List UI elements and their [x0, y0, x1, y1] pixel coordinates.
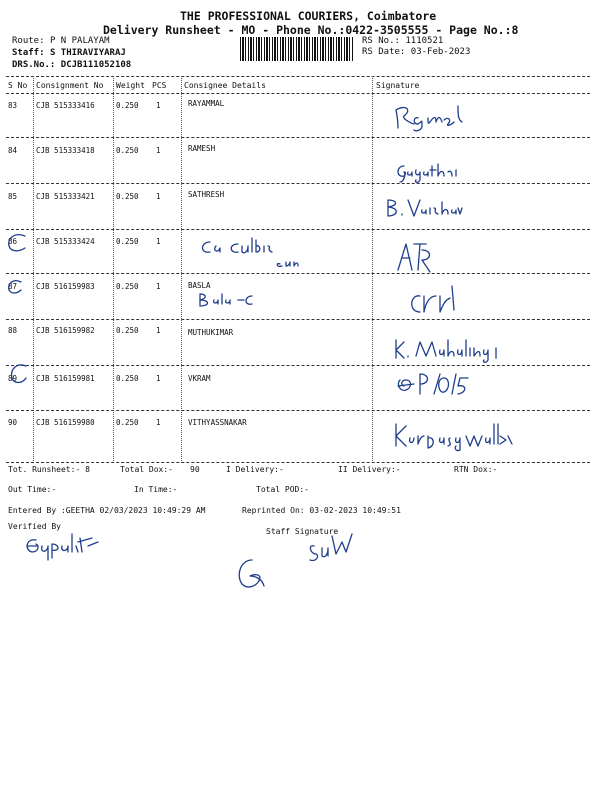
table-bottom-rule [6, 462, 590, 463]
signature-row-84 [394, 160, 464, 184]
table-header-rule [6, 93, 590, 94]
row-consignee: SATHRESH [188, 190, 225, 199]
row-sno: 87 [8, 282, 18, 291]
row-pcs: 1 [156, 282, 161, 291]
row-pcs: 1 [156, 418, 161, 427]
total-pod: Total POD:- [256, 485, 309, 494]
row-sno: 88 [8, 326, 18, 335]
staff-label: Staff: [12, 48, 45, 58]
total-dox-label: Total Dox:- [120, 465, 173, 474]
circle-mark-89 [8, 360, 32, 388]
drs-line [12, 60, 131, 70]
out-time: Out Time:- [8, 485, 57, 494]
signature-row-89 [394, 370, 470, 400]
signature-row-83 [392, 100, 472, 132]
row-consignee: RAMESH [188, 144, 216, 153]
row-consignee: VKRAM [188, 374, 211, 383]
row-consignment: CJB 516159980 [36, 418, 95, 427]
entered-by: Entered By :GEETHA 02/03/2023 10:49:29 AM [8, 506, 206, 515]
signature-row-86 [396, 240, 436, 274]
row-consignment: CJB 515333416 [36, 101, 95, 110]
i-delivery: I Delivery:- [226, 465, 284, 474]
row-weight: 0.250 [116, 326, 139, 335]
row-rule [6, 183, 590, 184]
tot-runsheet: Tot. Runsheet:- 8 [8, 465, 90, 474]
signature-row-87 [406, 282, 466, 318]
runsheet-subtitle: Delivery Runsheet - MO - Phone No.:0422-3505555 - Page No.:8 [103, 23, 519, 37]
rs-date-label: RS Date: [362, 47, 406, 57]
rs-date-value: 03-Feb-2023 [410, 47, 471, 57]
stray-g-mark [234, 556, 274, 592]
row-rule [6, 319, 590, 320]
row-weight: 0.250 [116, 146, 139, 155]
row-sno: 84 [8, 146, 18, 155]
reprinted-on: Reprinted On: 03-02-2023 10:49:51 [242, 506, 401, 515]
row-weight: 0.250 [116, 192, 139, 201]
staff-value: S THIRAVIYARAJ [49, 48, 126, 58]
staff-line [12, 48, 126, 58]
col-consignee: Consignee Details [184, 81, 266, 90]
rtn-dox: RTN Dox:- [454, 465, 498, 474]
staff-signature-label: Staff Signature [266, 527, 339, 536]
col-signature: Signature [376, 81, 420, 90]
staff-signature [306, 532, 356, 564]
row-rule [6, 137, 590, 138]
row-consignee: VITHYASSNAKAR [188, 418, 247, 427]
row-weight: 0.250 [116, 418, 139, 427]
row-consignment: CJB 516159983 [36, 282, 95, 291]
row-consignment: CJB 516159981 [36, 374, 95, 383]
signature-row-90 [392, 420, 542, 452]
row-weight: 0.250 [116, 237, 139, 246]
col-divider [33, 76, 34, 463]
in-time: In Time:- [134, 485, 178, 494]
consignee-handwriting-86 [198, 236, 308, 272]
consignee-handwriting-87 [196, 292, 260, 310]
verified-by-signature [22, 530, 112, 566]
drs-label: DRS.No.: [12, 60, 56, 70]
row-pcs: 1 [156, 101, 161, 110]
row-sno: 90 [8, 418, 18, 427]
col-weight: Weight [116, 81, 145, 90]
company-title: THE PROFESSIONAL COURIERS, Coimbatore [180, 9, 437, 23]
col-sno: S No [8, 81, 28, 90]
row-rule [6, 229, 590, 230]
row-consignment: CJB 516159982 [36, 326, 95, 335]
row-sno: 85 [8, 192, 18, 201]
route-value: P N PALAYAM [49, 36, 110, 46]
row-sno: 89 [8, 374, 18, 383]
col-consignment: Consignment No [36, 81, 104, 90]
row-sno: 83 [8, 101, 18, 110]
ii-delivery: II Delivery:- [338, 465, 401, 474]
table-top-rule [6, 76, 590, 77]
col-divider [113, 76, 114, 463]
row-weight: 0.250 [116, 101, 139, 110]
row-weight: 0.250 [116, 282, 139, 291]
row-weight: 0.250 [116, 374, 139, 383]
rs-no-line [362, 36, 443, 46]
row-pcs: 1 [156, 237, 161, 246]
circle-mark-86 [5, 232, 29, 254]
route-label: Route: [12, 36, 45, 46]
total-dox-value: 90 [190, 465, 200, 474]
barcode-image [240, 37, 354, 61]
row-consignee: RAYAMMAL [188, 99, 225, 108]
signature-row-88 [392, 336, 522, 366]
row-consignee: MUTHUKIMAR [188, 328, 234, 337]
row-consignee: BASLA [188, 281, 211, 290]
col-pcs: PCS [152, 81, 167, 90]
col-divider [372, 76, 373, 463]
route-line [12, 36, 110, 46]
row-pcs: 1 [156, 192, 161, 201]
rs-no-value: 1110521 [405, 36, 444, 46]
row-rule [6, 410, 590, 411]
row-consignment: CJB 515333418 [36, 146, 95, 155]
drs-value: DCJB111052108 [60, 60, 132, 70]
col-divider [181, 76, 182, 463]
row-pcs: 1 [156, 146, 161, 155]
row-pcs: 1 [156, 326, 161, 335]
row-consignment: CJB 515333424 [36, 237, 95, 246]
row-pcs: 1 [156, 374, 161, 383]
verified-by-label: Verified By [8, 522, 61, 531]
signature-row-85 [384, 196, 464, 224]
row-consignment: CJB 515333421 [36, 192, 95, 201]
rs-date-line [362, 47, 470, 57]
row-sno: 86 [8, 237, 18, 246]
circle-mark-87 [5, 278, 25, 296]
row-rule [6, 273, 590, 274]
rs-no-label: RS No.: [362, 36, 400, 46]
